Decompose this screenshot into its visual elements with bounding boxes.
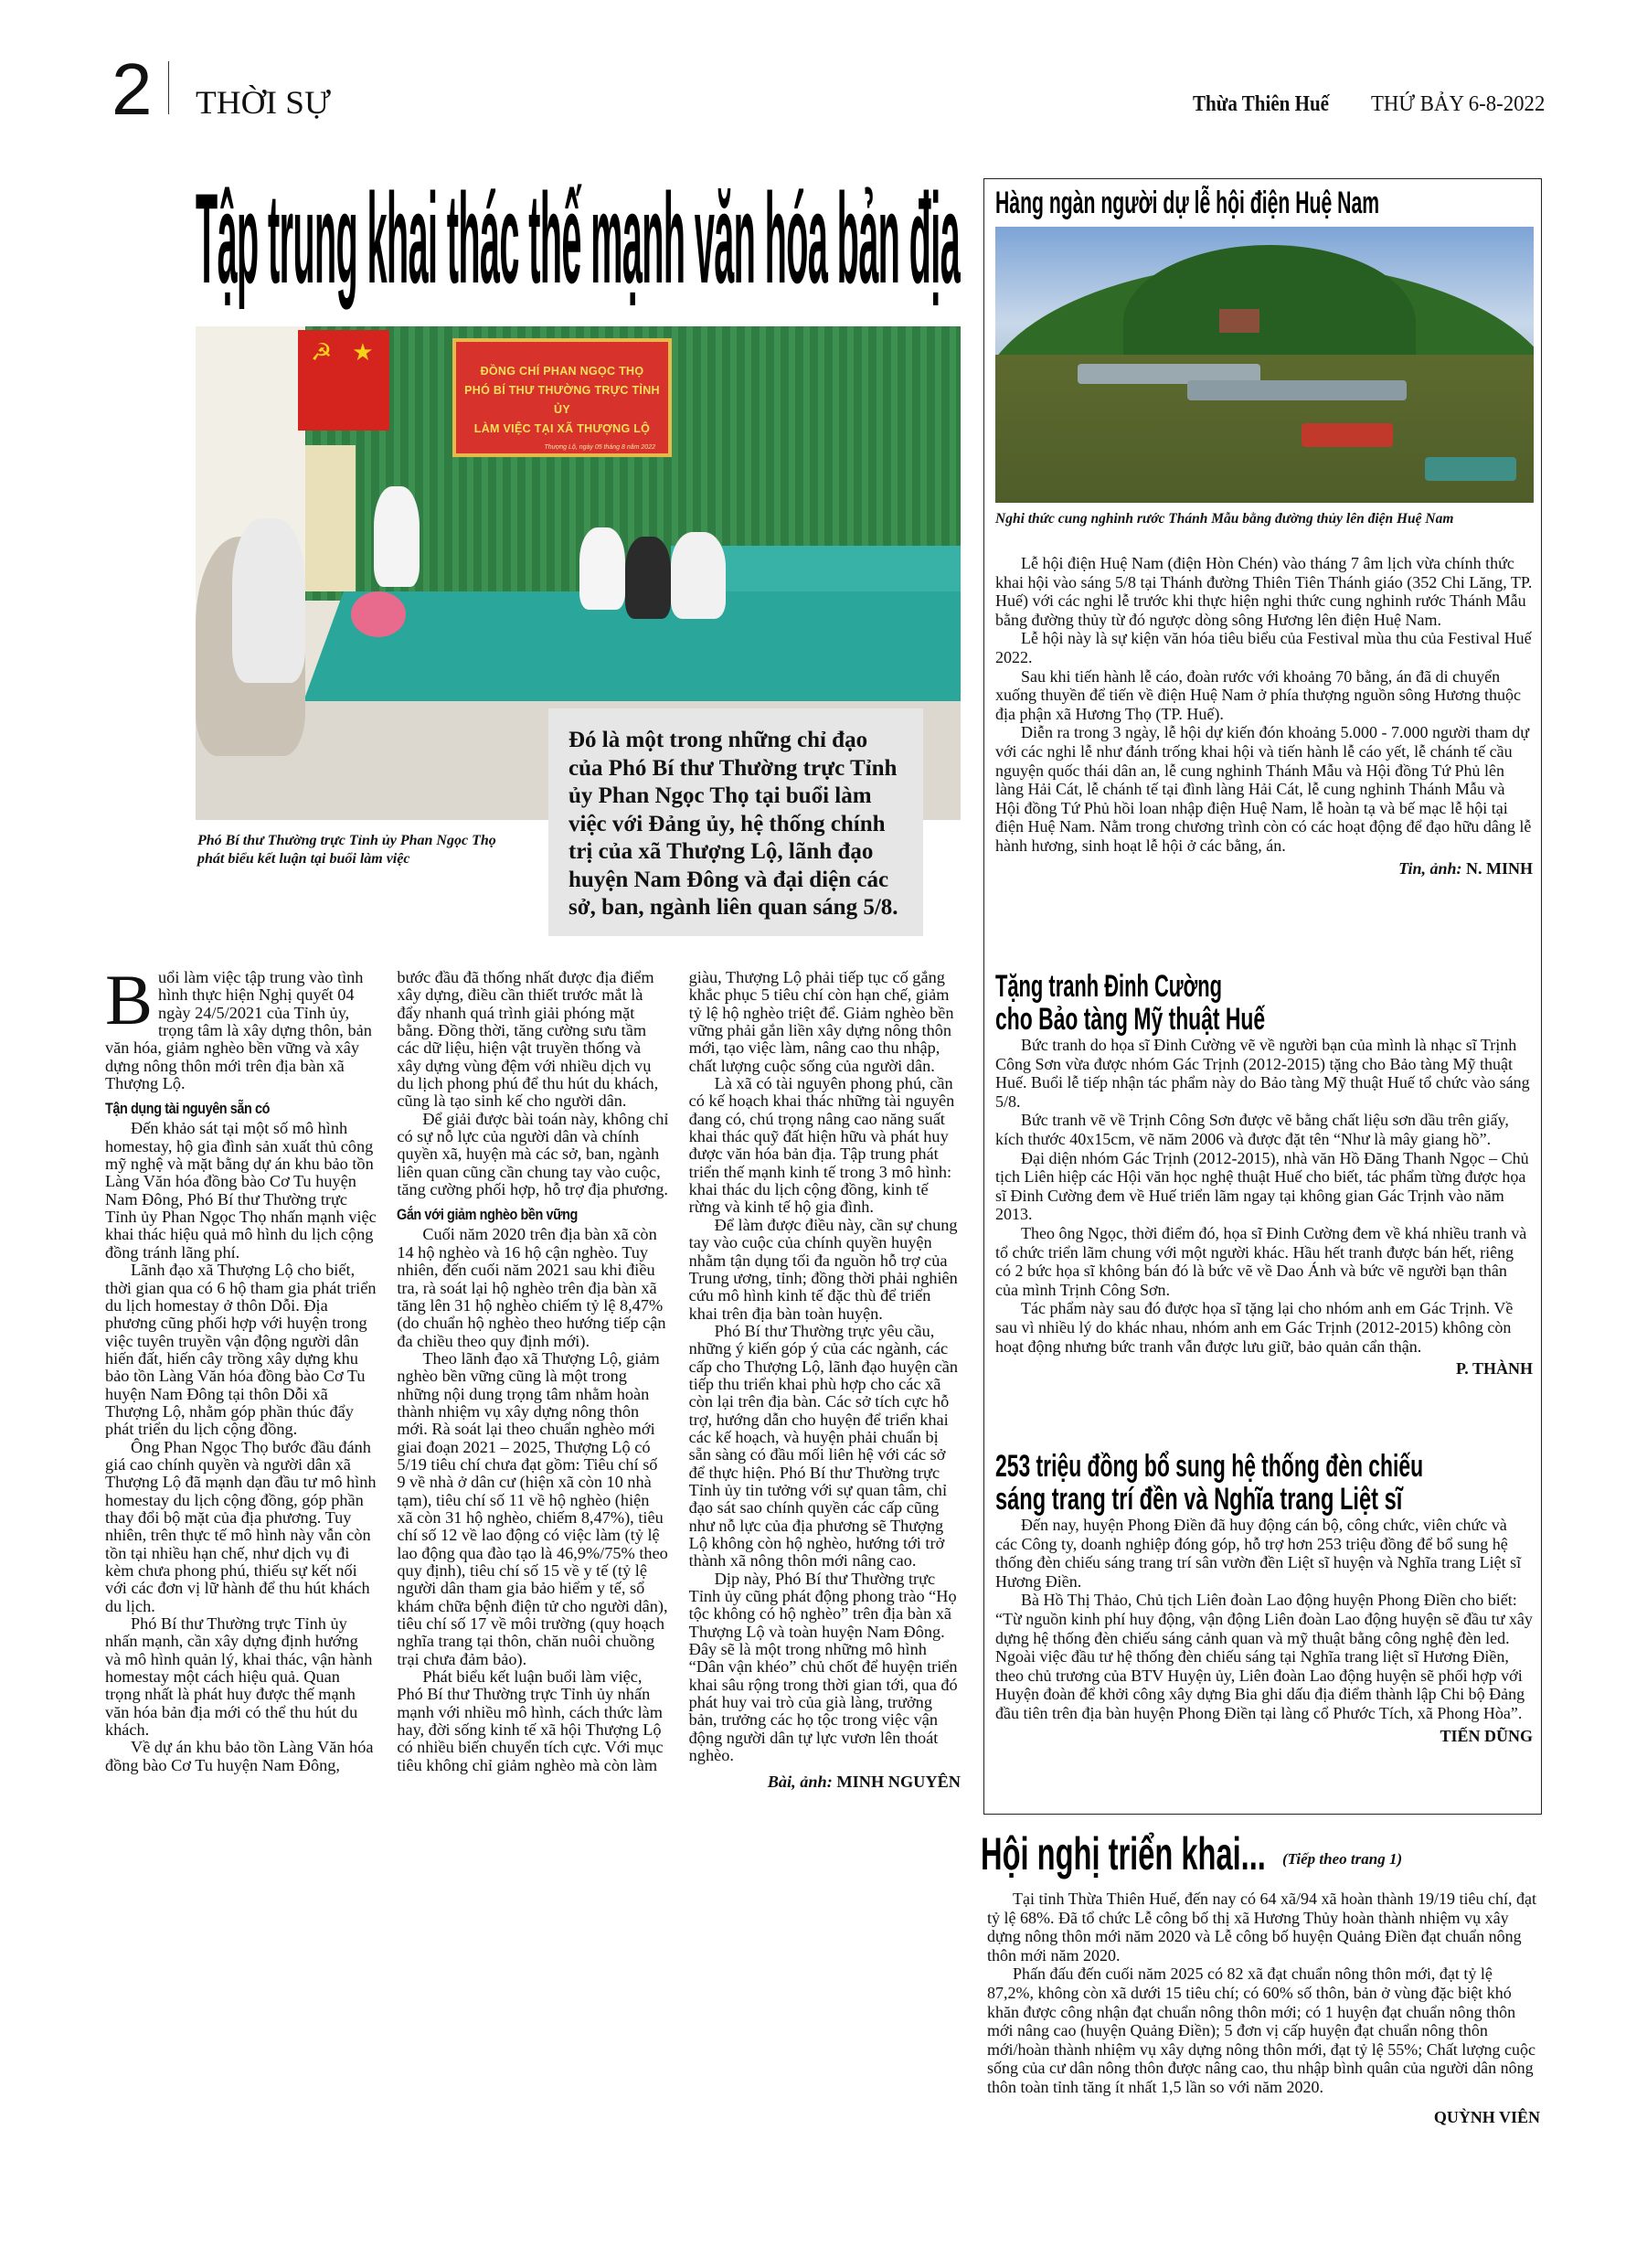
lead-paragraph [105, 960, 377, 1093]
festival-photo-caption: Nghi thức cung nghinh rước Thánh Mẫu bằng đường thủy lên điện Huệ Nam [995, 511, 1454, 527]
lighting-title [995, 1450, 1631, 1516]
paragraph: Lãnh đạo xã Thượng Lộ cho biết, thời gian qua có 6 hộ tham gia phát triển du lịch homestay ở thôn Dỗi. Địa phương cũng phối hợp với huyện trong việc tuyên truyền vận động người dân hiến đất, hiến cây trồng xây dựng khu bảo tồn Làng Văn hóa đồng bào Cơ Tu huyện Nam Đông tại thôn Dỗi xã Thượng Lộ, nhằm góp phần thúc đẩy phát triển du lịch cộng đồng. [105, 1261, 377, 1439]
paragraph: Bức tranh vẽ về Trịnh Công Sơn được vẽ bằng chất liệu sơn dầu trên giấy, kích thước 40x15cm, vẽ năm 2006 và được đặt tên “Như là mây giang hồ”. [995, 1111, 1509, 1148]
main-article-body [105, 960, 961, 2171]
title-line: cho Bảo tàng Mỹ thuật Huế [995, 1002, 1266, 1037]
conference-article [987, 1890, 1540, 2126]
paragraph: Lễ hội này là sự kiện văn hóa tiêu biểu của Festival mùa thu của Festival Huế 2022. [995, 629, 1532, 666]
byline [689, 1773, 961, 1791]
paragraph: Theo lãnh đạo xã Thượng Lộ, giảm nghèo bền vững cũng là một trong những nội dung trọng tâm nhằm hoàn thành nhiệm vụ xây dựng nông thôn mới. Rà soát lại theo chuẩn nghèo mới giai đoạn 2021 – 2025, Thượng Lộ có 5/19 tiêu chí chưa đạt gồm: Tiêu chí số 9 về nhà ở dân cư (hiện xã còn 10 nhà tạm), tiêu chí số 11 về hộ nghèo (hiện xã còn 31 hộ nghèo, chiếm 8,47%), tiêu chí số 12 về lao động có việc làm (tỷ lệ lao động qua đào tạo là 46,9%/75% theo quy định), tiêu chí số 15 về y tế (tỷ lệ người dân tham gia bảo hiểm y tế, sổ khám chữa bệnh điện tử cho người dân), tiêu chí số 17 về môi trường (quy hoạch nghĩa trang tại thôn, chăn nuôi chuồng trại chưa đảm bảo). [397, 1348, 668, 1668]
paragraph: Để giải được bài toán này, không chỉ có sự nỗ lực của người dân và chính quyền xã, huyện mà các sở, ban, ngành liên quan cũng cần chung tay vào cuộc, tăng cường phối hợp, hỗ trợ địa phương. [397, 1109, 669, 1199]
paragraph: Phát biểu kết luận buổi làm việc, Phó Bí thư Thường trực Tỉnh ủy nhấn mạnh với nhiều mô hình, cách thức làm hay, đời sống kinh tế xã hội Thượng Lộ có nhiều biến chuyển tích cực. Với mục tiêu không chỉ giảm nghèo mà còn làm giàu, Thượng Lộ phải tiếp tục cố gắng khắc phục 5 tiêu chí còn hạn chế, giảm tỷ lệ hộ nghèo triệt để. Giảm nghèo bền vững phải gắn liền xây dựng nông thôn mới, tạo việc làm, nâng cao thu nhập, chất lượng cuộc sống của người dân. [397, 968, 954, 1774]
paragraph: Là xã có tài nguyên phong phú, cần có kế hoạch khai thác những tài nguyên đang có, chú trọng nâng cao năng suất khai thác quỹ đất hiện hữu và phát huy được văn hóa bản địa. Tập trung phát triển thế mạnh kinh tế trong 3 mô hình: khai thác du lịch cộng đồng, kinh tế rừng và kinh tế hộ gia đình. [688, 1074, 955, 1217]
festival-photo [995, 227, 1534, 503]
continued-note: (Tiếp theo trang 1) [1282, 1850, 1403, 1868]
paragraph: Phấn đấu đến cuối năm 2025 có 82 xã đạt chuẩn nông thôn mới, đạt tỷ lệ 87,2%, không còn xã dưới 15 tiêu chí; có 60% số thôn, bản ở vùng đặc biệt khó khăn được công nhận đạt chuẩn nông thôn mới; có 1 huyện đạt chuẩn nông thôn mới nâng cao (huyện Quảng Điền); 5 đơn vị cấp huyện đạt chuẩn nông thôn mới/hoàn thành nhiệm vụ xây dựng nông thôn mới, đạt tỷ lệ 55%; Chất lượng cuộc sống của cư dân nông thôn được nâng cao, thu nhập bình quân của người dân nông thôn toàn tỉnh tăng ít nhất 1,5 lần so với năm 2020. [987, 1965, 1535, 2096]
paragraph: Bà Hồ Thị Thảo, Chủ tịch Liên đoàn Lao động huyện Phong Điền cho biết: “Từ nguồn kinh phí huy động, vận động Liên đoàn Lao động huyện sẽ đầu tư xây dựng hệ thống đèn chiếu sáng cảnh quan và mỹ thuật bằng công nghệ đèn led. Ngoài việc đầu tư hệ thống đèn chiếu sáng tại Nghĩa trang liệt sĩ Hương Điền, theo chủ trương của BTV Huyện ủy, Liên đoàn Lao động huyện sẽ phối hợp với Huyện đoàn để khởi công xây dựng Bia ghi dấu địa điểm thành lập Chi bộ Đảng đầu tiên trên địa bàn huyện Phong Điền tại làng cổ Phước Tích, xã Phong Hòa”. [995, 1591, 1533, 1722]
byline [995, 859, 1533, 878]
paragraph: Tác phẩm này sau đó được họa sĩ tặng lại cho nhóm anh em Gác Trịnh. Về sau vì nhiều lý do khác nhau, nhóm anh em Gác Trịnh (2012-2015) không còn hoạt động nhưng bức tranh vẫn được lưu giữ, bảo quản cẩn thận. [995, 1299, 1514, 1356]
byline-label: Bài, ảnh: [767, 1773, 833, 1792]
pull-quote: Đó là một trong những chỉ đạo của Phó Bí thư Thường trực Tỉnh ủy Phan Ngọc Thọ tại buổi làm việc với Đảng ủy, hệ thống chính trị của xã Thượng Lộ, lãnh đạo huyện Nam Đông và đại diện các sở, ban, ngành liên quan sáng 5/8. [548, 708, 923, 936]
paragraph: Bức tranh do họa sĩ Đinh Cường vẽ về người bạn của mình là nhạc sĩ Trịnh Công Sơn vừa được nhóm Gác Trịnh (2012-2015) tặng cho Bảo tàng Mỹ thuật Huế. Buổi lễ tiếp nhận tác phẩm này do Bảo tàng Mỹ thuật Huế tổ chức vào sáng 5/8. [995, 1036, 1530, 1111]
paragraph: Sau khi tiến hành lễ cáo, đoàn rước với khoảng 70 bằng, án đã di chuyển xuống thuyền để tiến về điện Huệ Nam ở phía thượng nguồn sông Hương thuộc địa phận xã Hương Thọ (TP. Huế). [995, 666, 1521, 723]
title-text: Hội nghị triển khai... [981, 1828, 1266, 1879]
paragraph: Theo ông Ngọc, thời điểm đó, họa sĩ Đinh Cường đem về khá nhiều tranh và tổ chức triển lãm chung với một người khác. Hầu hết tranh được bán hết, riêng có 2 bức họa sĩ không bán đó là bức vẽ về Dao Ánh và bức vẽ người bạn thân của mình Trịnh Công Sơn. [995, 1223, 1527, 1299]
title-line: sáng trang trí đền và Nghĩa trang Liệt sĩ [995, 1482, 1403, 1517]
byline-label: Tin, ảnh: [1398, 858, 1462, 878]
painting-article [995, 1036, 1533, 1379]
byline: TIẾN DŨNG [1440, 1726, 1533, 1745]
byline: P. THÀNH [1455, 1359, 1533, 1379]
paragraph: Cuối năm 2020 trên địa bàn xã còn 14 hộ nghèo và 16 hộ cận nghèo. Tuy nhiên, đến cuối năm 2021 sau khi điều tra, rà soát lại hộ nghèo trên địa bàn xã tăng lên 31 hộ nghèo chiếm tỷ lệ 8,47% (do chuẩn hộ nghèo theo hướng tiếp cận đa chiều theo quy định mới). [397, 1225, 666, 1350]
banner-line: PHÓ BÍ THƯ THƯỜNG TRỰC TỈNH ỦY [464, 384, 660, 416]
painting-title [995, 970, 1396, 1036]
drop-cap: B [105, 960, 154, 1039]
paragraph: Lễ hội điện Huệ Nam (điện Hòn Chén) vào tháng 7 âm lịch vừa chính thức khai hội vào sáng 5/8 tại Thánh đường Thiên Tiên Thánh giáo (352 Chi Lăng, TP. Huế) với các nghi lễ trước khi thực hiện nghi thức cung nghinh rước Thánh Mẫu bằng đường thủy từ đó ngược dòng sông Hương lên điện Huệ Nam. [995, 554, 1533, 629]
paragraph: Phó Bí thư Thường trực Tỉnh ủy nhấn mạnh, cần xây dựng định hướng và mô hình quản lý, khai thác, vận hành homestay một cách hiệu quả. Quan trọng nhất là phát huy được thế mạnh văn hóa bản địa mới có thể thu hút du khách. [105, 1614, 373, 1740]
festival-title: Hàng ngàn người dự lễ hội điện Huệ Nam [995, 186, 1380, 220]
subheading: Gắn với giảm nghèo bền vững [397, 1206, 579, 1224]
banner-line: ĐỒNG CHÍ PHAN NGỌC THỌ [480, 365, 644, 378]
paragraph: Đến nay, huyện Phong Điền đã huy động cán bộ, công chức, viên chức và các Công ty, doanh nghiệp đóng góp, hỗ trợ hơn 253 triệu đồng để bổ sung hệ thống đèn chiếu sáng trang trí sân vườn đền Liệt sĩ huyện và Nghĩa trang Liệt sĩ Hương Điền. [995, 1516, 1522, 1591]
lead-text: uổi làm việc tập trung vào tình hình thực hiện Nghị quyết 04 ngày 24/5/2021 của Tỉnh ủy, trọng tâm là xây dựng thôn, bản văn hóa, giảm nghèo bền vững và xây dựng nông thôn mới trên địa bàn xã Thượng Lộ. [105, 968, 372, 1093]
page-number: 2 [112, 48, 153, 130]
paragraph: Dịp này, Phó Bí thư Thường trực Tỉnh ủy cũng phát động phong trào “Họ tộc không có hộ nghèo” trên địa bàn xã Thượng Lộ và toàn huyện Nam Đông. Đây sẽ là một trong những mô hình “Dân vận khéo” chủ chốt để huyện triển khai sâu rộng trong thời gian tới, qua đó phát huy vai trò của già làng, trưởng bản, trưởng các họ tộc trong việc vận động người dân tự lực vươn lên thoát nghèo. [688, 1569, 958, 1765]
paragraph: Để làm được điều này, cần sự chung tay vào cuộc của chính quyền huyện nhằm tận dụng tối đa nguồn hỗ trợ của Trung ương, tỉnh; đồng thời phải nghiên cứu mô hình kinh tế đặc thù để triển khai trên địa bàn toàn huyện. [688, 1215, 958, 1323]
issue-date: THỨ BẢY 6-8-2022 [1371, 92, 1546, 116]
title-line: Tặng tranh Đinh Cường [995, 969, 1222, 1004]
newspaper-name: Thừa Thiên Huế [1193, 92, 1330, 116]
byline: QUỲNH VIÊN [1433, 2107, 1540, 2126]
byline-name: MINH NGUYÊN [836, 1773, 961, 1792]
paragraph: Tại tỉnh Thừa Thiên Huế, đến nay có 64 xã/94 xã hoàn thành 19/19 tiêu chí, đạt tỷ lệ 68%. Đã tổ chức Lễ công bố thị xã Hương Thủy hoàn thành nhiệm vụ xây dựng nông thôn mới năm 2020 và Lễ công bố huyện Quảng Điền đạt chuẩn nông thôn mới năm 2020. [987, 1890, 1536, 1965]
party-flag-icon: ☭★ [298, 330, 389, 431]
photo-banner [452, 338, 672, 457]
title-line: 253 triệu đồng bổ sung hệ thống đèn chiếu [995, 1449, 1424, 1484]
paragraph: Đại diện nhóm Gác Trịnh (2012-2015), nhà văn Hồ Đăng Thanh Ngọc – Chủ tịch Liên hiệp các Hội văn học nghệ thuật Huế cho biết, tác phẩm từng được họa sĩ Đinh Cường đem về Huế triển lãm ngay tại không gian Gác Trịnh vào năm 2013. [995, 1148, 1529, 1224]
main-headline: Tập trung khai thác thế mạnh văn hóa bản địa [196, 166, 961, 310]
festival-article [995, 554, 1533, 878]
lighting-article [995, 1516, 1533, 1745]
banner-date: Thượng Lộ, ngày 05 tháng 8 năm 2022 [544, 444, 655, 451]
photo-caption: Phó Bí thư Thường trực Tỉnh ủy Phan Ngọc Thọ phát biểu kết luận tại buổi làm việc [197, 833, 496, 867]
byline-name: N. MINH [1466, 858, 1533, 878]
paragraph: Phó Bí thư Thường trực yêu cầu, những ý kiến góp ý của các ngành, các cấp cho Thượng Lộ, lãnh đạo huyện cần tiếp thu triển khai phù hợp cho các xã còn lại trên địa bàn. Các sở tích cực hỗ trợ, hướng dẫn cho huyện để triển khai các kế hoạch, và huyện phải chuẩn bị sẵn sàng có đầu mối liên hệ với các sở để thực hiện. Phó Bí thư Thường trực Tỉnh ủy tin tưởng với sự quan tâm, chỉ đạo sát sao chính quyền các cấp cũng như nỗ lực của địa phương sẽ Thượng Lộ không còn hộ nghèo, hướng tới trở thành xã nông thôn mới nâng cao. [688, 1321, 959, 1571]
paragraph: Diễn ra trong 3 ngày, lễ hội dự kiến đón khoảng 5.000 - 7.000 người tham dự với các nghi lễ như đánh trống khai hội và tiến hành lễ cáo yết, lễ chánh tế cầu nguyện quốc thái dân an, lễ cung nghinh Thánh Mẫu và Hội đồng Tứ Phủ lên làng Hải Cát, lễ chánh tế tại đình làng Hải Cát, lễ cung nghinh Thánh Mẫu và Hội đồng Tứ Phủ hồi loan nhập điện Huệ Nam, lễ hoàn tạ và bế mạc lễ hội tại điện Huệ Nam. Nằm trong chương trình còn có các hoạt động để đạo hữu dâng lễ hành hương, sinh hoạt lễ hội ở các bằng, án. [995, 723, 1532, 855]
header-divider [168, 61, 169, 114]
section-name: THỜI SỰ [196, 84, 331, 121]
subheading: Tận dụng tài nguyên sẵn có [105, 1100, 271, 1118]
paragraph: Đến khảo sát tại một số mô hình homestay, hộ gia đình sản xuất thủ công mỹ nghệ và mặt bằng dự án khu bảo tồn Làng Văn hóa đồng bào Cơ Tu huyện Nam Đông, Phó Bí thư Thường trực Tỉnh ủy Phan Ngọc Thọ nhấn mạnh việc khai thác hiệu quả mô hình du lịch cộng đồng tránh lãng phí. [105, 1119, 377, 1262]
paragraph: Về dự án khu bảo tồn Làng Văn hóa đồng bào Cơ Tu huyện Nam Đông, bước đầu đã thống nhất được địa điểm xây dựng, điều cần thiết trước mắt là đẩy nhanh quá trình giải phóng mặt bằng. Đồng thời, tăng cường sưu tầm các dữ liệu, hiện vật truyền thống và xây dựng vùng đệm với nhiều dịch vụ du lịch phong phú để thu hút du khách, cũng là tạo sinh kế cho người dân. [105, 968, 659, 1774]
news-brief-box [983, 178, 1542, 1815]
paragraph: Ông Phan Ngọc Thọ bước đầu đánh giá cao chính quyền và người dân xã Thượng Lộ đã mạnh dạn đầu tư mô hình homestay du lịch cộng đồng, góp phần thay đổi bộ mặt của địa phương. Tuy nhiên, trên thực tế mô hình này vẫn còn tồn tại nhiều hạn chế, như dịch vụ đi kèm chưa phong phú, thiếu sự kết nối với các đơn vị lữ hành để thu hút khách du lịch. [105, 1437, 377, 1615]
banner-line: LÀM VIỆC TẠI XÃ THƯỢNG LỘ [473, 422, 651, 435]
